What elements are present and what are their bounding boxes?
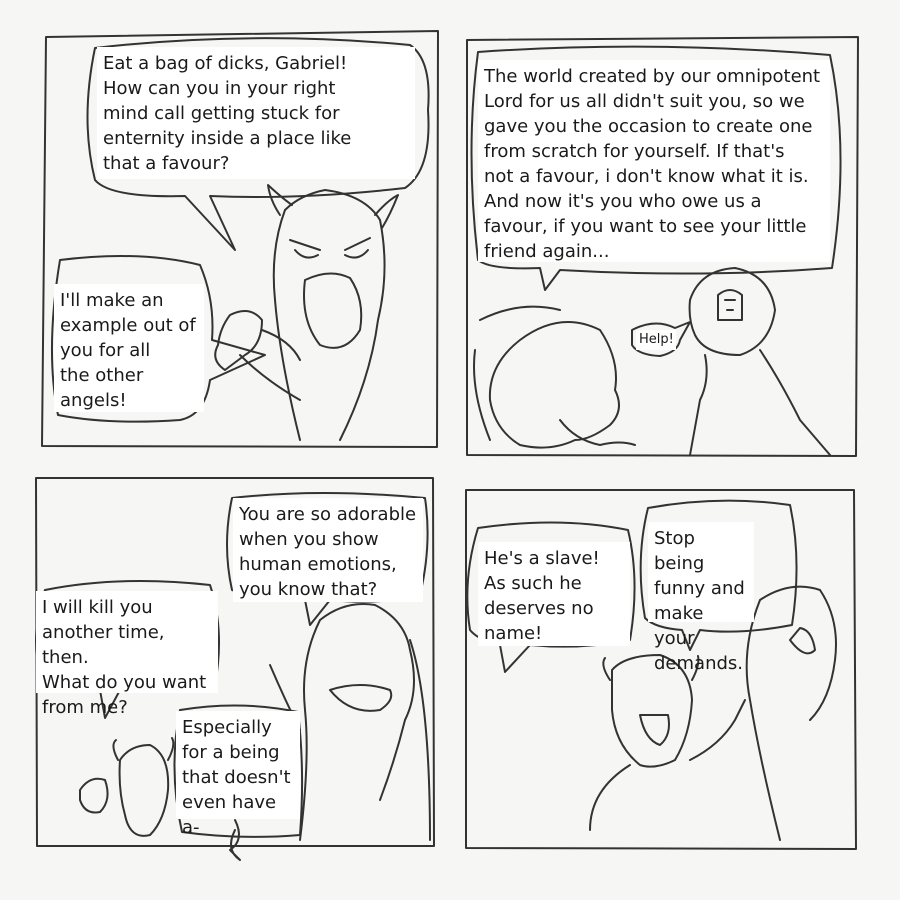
p3-angel-head <box>300 604 414 840</box>
p1-devil-fist <box>215 311 262 370</box>
p1-bubble-left: I'll make an example out of you for all the other angels! <box>54 284 204 412</box>
p3-devil-tail <box>230 820 240 860</box>
p2-angel-hair <box>474 307 560 440</box>
p3-angel-mouth <box>330 685 391 711</box>
p3-bubble-bottom: Especially for a being that doesn't even have a- <box>176 711 300 819</box>
p3-bubble-left: I will kill you another time, then. What do you want from me? <box>36 591 218 693</box>
p4-bubble-right: Stop being funny and make your demands. <box>648 522 754 622</box>
p1-bubble-top: Eat a bag of dicks, Gabriel! How can you in your right mind call getting stuck for enternity inside a place like that a favour? <box>97 47 415 179</box>
p2-bubble-top: The world created by our omnipotent Lord for us all didn't suit you, so we gave you the occasion to create one from scratch for yourself. If that's not a favour, i don't know what it is. And now it's you who owe us a favour, if you want to see your little friend again... <box>478 60 830 262</box>
p1-devil-arm <box>240 330 300 400</box>
p1-devil-mouth <box>304 273 361 347</box>
p2-hand <box>690 350 830 455</box>
p1-devil-eyes <box>295 250 368 258</box>
p4-angel-mouth <box>790 628 815 653</box>
p2-orb <box>690 268 775 355</box>
p1-devil-head <box>274 190 385 440</box>
p3-bubble-top: You are so adorable when you show human emotions, you know that? <box>233 498 423 602</box>
p3-devil-fist <box>80 779 108 813</box>
p1-devil-horn-left <box>268 185 292 215</box>
p1-devil-horn-right <box>375 195 398 228</box>
p2-orb-creature <box>718 290 742 320</box>
p2-bubble-help: Help! <box>636 330 676 350</box>
p3-devil <box>120 745 169 836</box>
p2-angel-head <box>490 322 619 448</box>
p1-devil-brow <box>290 238 370 250</box>
p4-devil-mouth <box>640 715 669 745</box>
p4-bubble-left: He's a slave! As such he deserves no name! <box>478 542 630 646</box>
